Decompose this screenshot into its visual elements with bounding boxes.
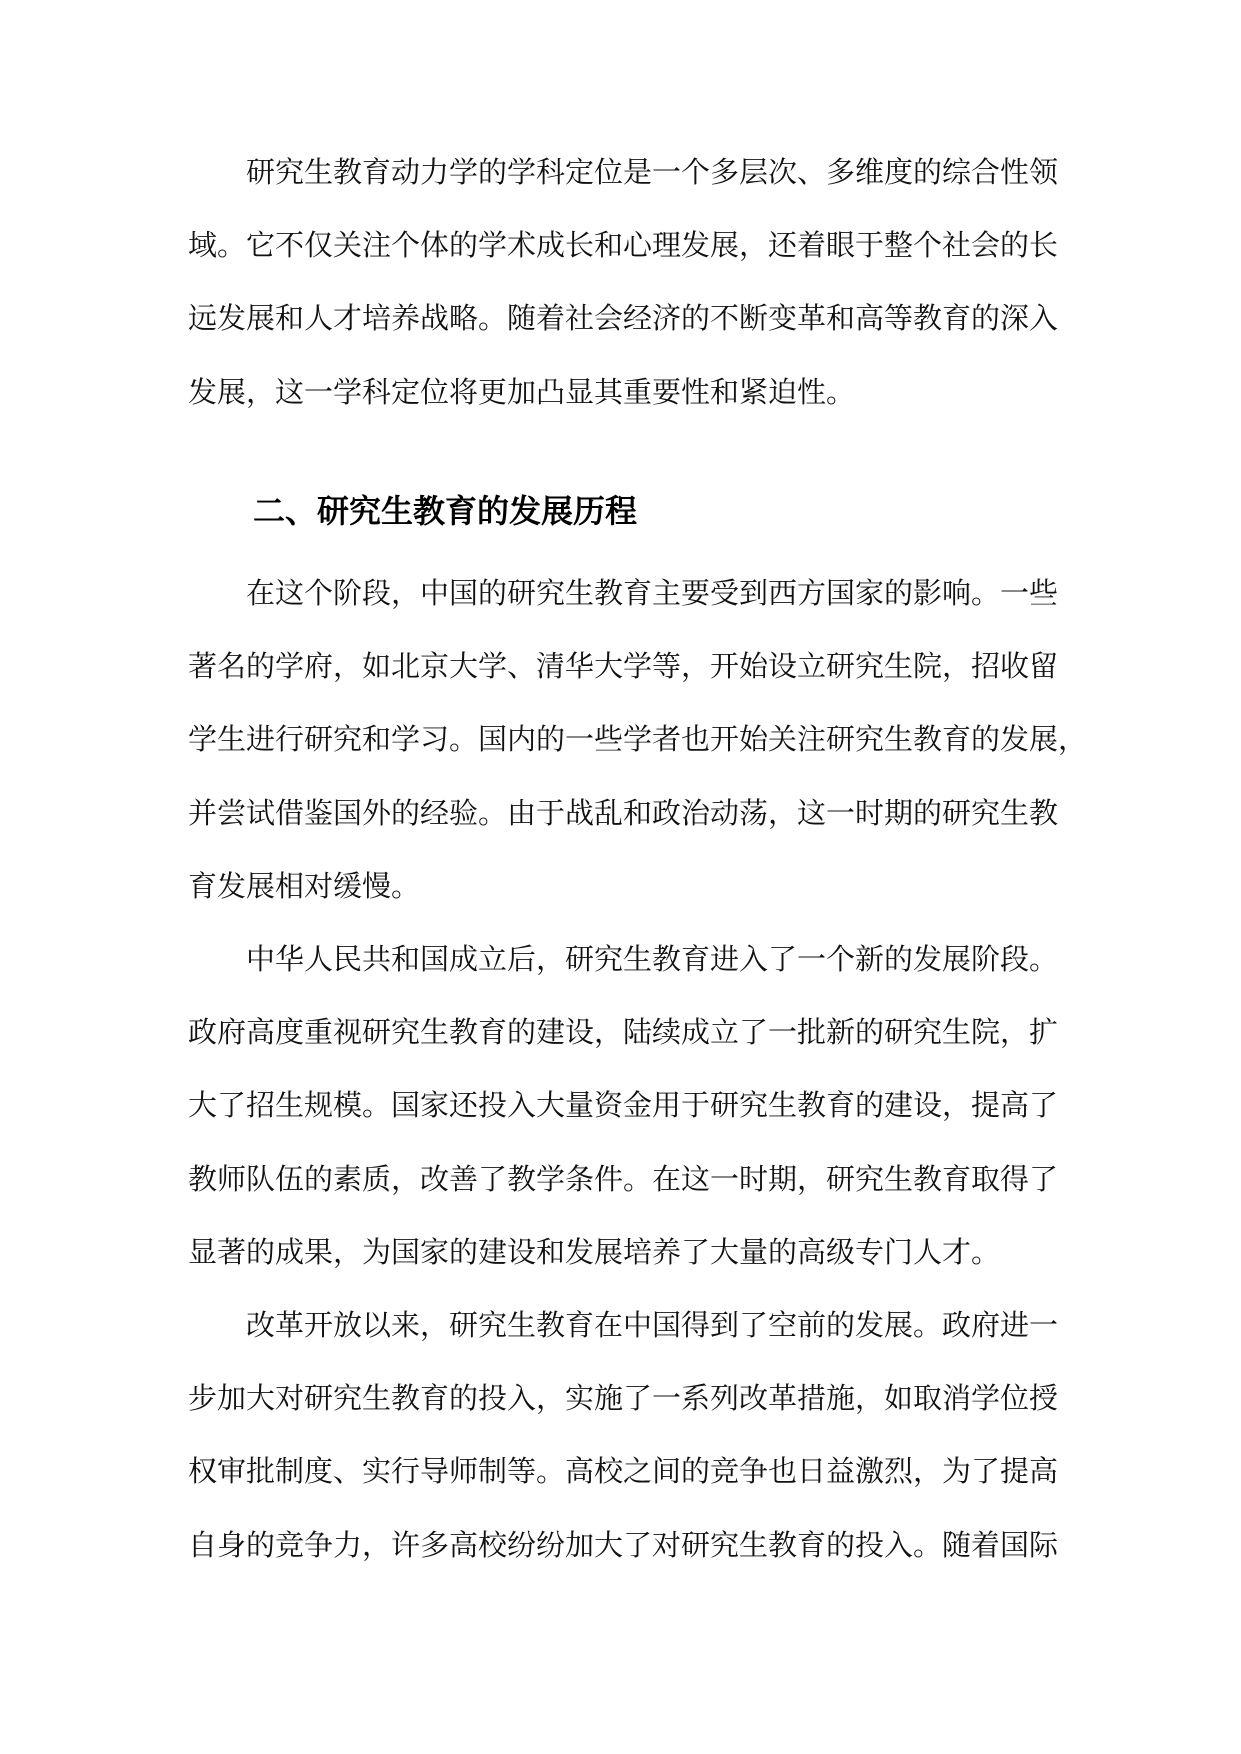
- paragraph-line: 著名的学府，如北京大学、清华大学等，开始设立研究生院，招收留: [188, 649, 1059, 683]
- paragraph-line: 并尝试借鉴国外的经验。由于战乱和政治动荡，这一时期的研究生教: [188, 796, 1059, 830]
- paragraph-line: 步加大对研究生教育的投入，实施了一系列改革措施，如取消学位授: [188, 1381, 1059, 1415]
- paragraph-line: 育发展相对缓慢。: [188, 869, 421, 903]
- paragraph-line: 改革开放以来，研究生教育在中国得到了空前的发展。政府进一: [246, 1308, 1059, 1342]
- section-heading: 二、研究生教育的发展历程: [253, 492, 638, 530]
- paragraph-line: 教师队伍的素质，改善了教学条件。在这一时期，研究生教育取得了: [188, 1162, 1059, 1196]
- paragraph-line: 在这个阶段，中国的研究生教育主要受到西方国家的影响。一些: [246, 576, 1059, 610]
- paragraph-line: 远发展和人才培养战略。随着社会经济的不断变革和高等教育的深入: [188, 301, 1059, 335]
- paragraph-line: 权审批制度、实行导师制等。高校之间的竞争也日益激烈，为了提高: [188, 1454, 1059, 1488]
- paragraph-line: 研究生教育动力学的学科定位是一个多层次、多维度的综合性领: [246, 155, 1059, 189]
- paragraph-line: 发展，这一学科定位将更加凸显其重要性和紧迫性。: [188, 375, 856, 409]
- paragraph-line: 政府高度重视研究生教育的建设，陆续成立了一批新的研究生院，扩: [188, 1015, 1059, 1049]
- paragraph-line: 显著的成果，为国家的建设和发展培养了大量的高级专门人才。: [188, 1235, 1001, 1269]
- paragraph-line: 域。它不仅关注个体的学术成长和心理发展，还着眼于整个社会的长: [188, 228, 1059, 262]
- paragraph-line: 学生进行研究和学习。国内的一些学者也开始关注研究生教育的发展，: [188, 722, 1088, 756]
- paragraph-line: 大了招生规模。国家还投入大量资金用于研究生教育的建设，提高了: [188, 1088, 1059, 1122]
- paragraph-line: 自身的竞争力，许多高校纷纷加大了对研究生教育的投入。随着国际: [188, 1528, 1059, 1562]
- paragraph-line: 中华人民共和国成立后，研究生教育进入了一个新的发展阶段。: [246, 942, 1059, 976]
